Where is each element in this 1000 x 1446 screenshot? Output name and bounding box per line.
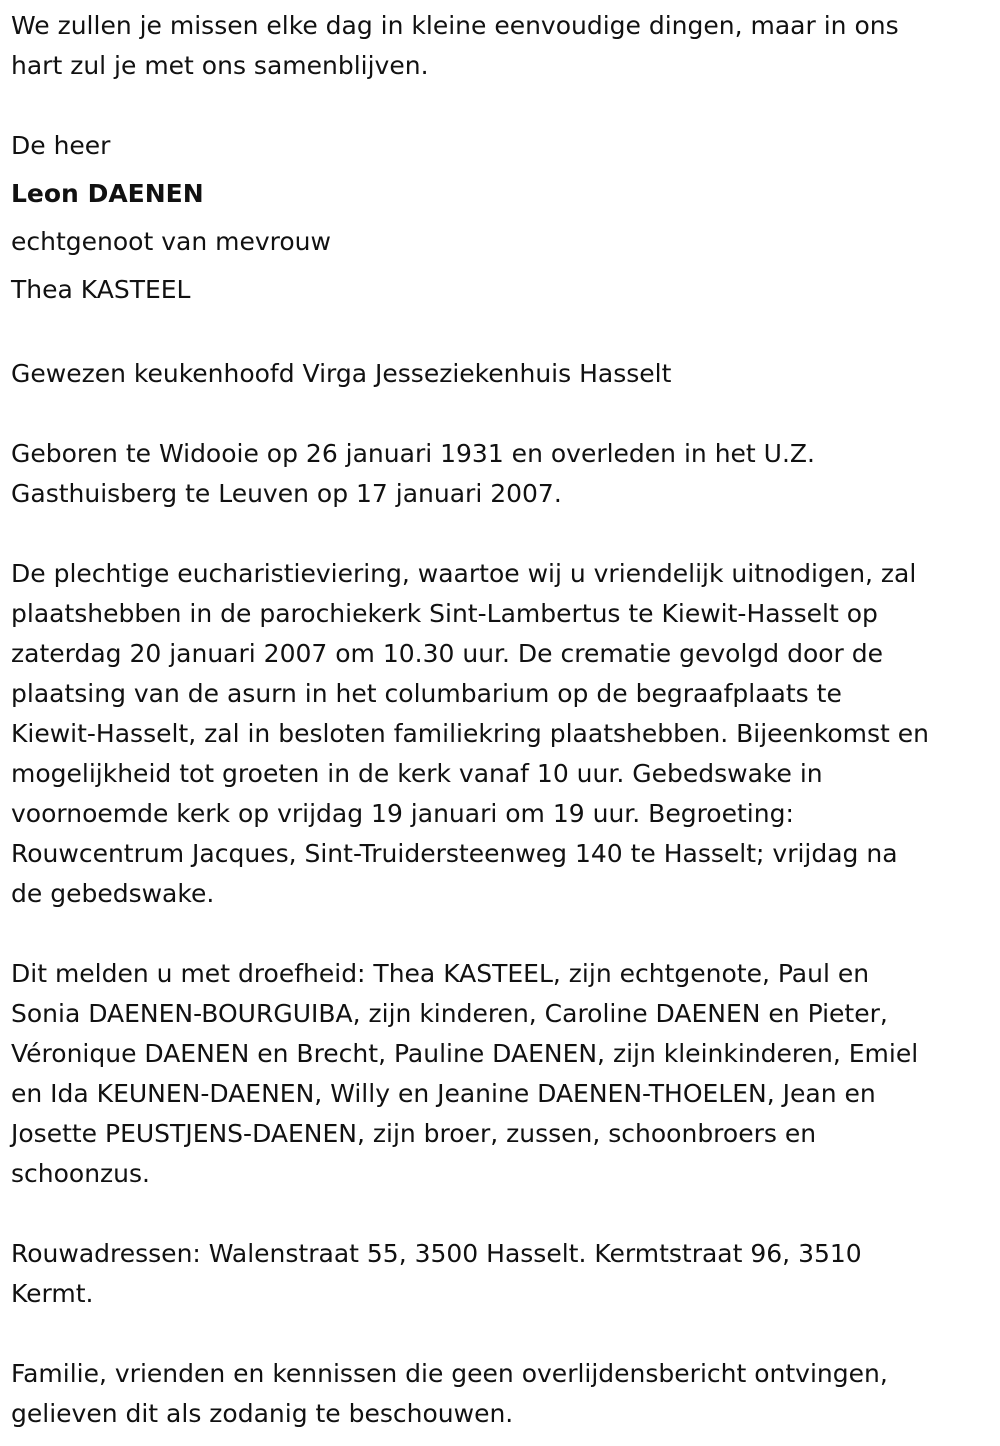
intro-line: hart zul je met ons samenblijven. xyxy=(11,51,429,80)
family-line: en Ida KEUNEN-DAENEN, Willy en Jeanine DAENEN-THOELEN, Jean en xyxy=(11,1079,876,1108)
ceremony-line: plaatshebben in de parochiekerk Sint-Lambertus te Kiewit-Hasselt op xyxy=(11,599,878,628)
occupation-line: Gewezen keukenhoofd Virga Jesseziekenhuis Hasselt xyxy=(11,359,672,388)
family-line: Sonia DAENEN-BOURGUIBA, zijn kinderen, Caroline DAENEN en Pieter, xyxy=(11,999,888,1028)
family-line: schoonzus. xyxy=(11,1159,150,1188)
salutation: De heer xyxy=(11,131,111,160)
family-line: Josette PEUSTJENS-DAENEN, zijn broer, zussen, schoonbroers en xyxy=(11,1119,817,1148)
ceremony-line: De plechtige eucharistieviering, waartoe wij u vriendelijk uitnodigen, zal xyxy=(11,559,917,588)
spacer xyxy=(11,314,1000,354)
spouse-relation: echtgenoot van mevrouw xyxy=(11,227,331,256)
ceremony-line: de gebedswake. xyxy=(11,879,215,908)
spacer xyxy=(11,394,1000,434)
ceremony-line: Rouwcentrum Jacques, Sint-Truidersteenweg 140 te Hasselt; vrijdag na xyxy=(11,839,898,868)
occupation xyxy=(11,354,991,394)
closing-paragraph xyxy=(11,1354,991,1434)
spacer xyxy=(11,86,1000,126)
family-line: Dit melden u met droefheid: Thea KASTEEL, zijn echtgenote, Paul en xyxy=(11,959,870,988)
deceased-block xyxy=(11,122,991,314)
spacer xyxy=(11,1314,1000,1354)
ceremony-line: zaterdag 20 januari 2007 om 10.30 uur. De crematie gevolgd door de xyxy=(11,639,884,668)
spouse-name: Thea KASTEEL xyxy=(11,275,191,304)
family-paragraph xyxy=(11,954,991,1194)
closing-line: gelieven dit als zodanig te beschouwen. xyxy=(11,1399,514,1428)
address-line: Kermt. xyxy=(11,1279,94,1308)
birth-death-line: Geboren te Widooie op 26 januari 1931 en overleden in het U.Z. xyxy=(11,439,816,468)
intro-quote xyxy=(11,6,991,86)
birth-death-paragraph xyxy=(11,434,991,514)
spacer xyxy=(11,514,1000,554)
address-paragraph xyxy=(11,1234,991,1314)
address-line: Rouwadressen: Walenstraat 55, 3500 Hasselt. Kermtstraat 96, 3510 xyxy=(11,1239,862,1268)
deceased-name: Leon DAENEN xyxy=(11,179,204,208)
closing-line: Familie, vrienden en kennissen die geen overlijdensbericht ontvingen, xyxy=(11,1359,888,1388)
birth-death-line: Gasthuisberg te Leuven op 17 januari 2007. xyxy=(11,479,562,508)
spacer xyxy=(11,914,1000,954)
ceremony-line: voornoemde kerk op vrijdag 19 januari om 19 uur. Begroeting: xyxy=(11,799,794,828)
ceremony-line: Kiewit-Hasselt, zal in besloten familiekring plaatshebben. Bijeenkomst en xyxy=(11,719,929,748)
intro-line: We zullen je missen elke dag in kleine eenvoudige dingen, maar in ons xyxy=(11,11,899,40)
ceremony-paragraph xyxy=(11,554,991,914)
ceremony-line: plaatsing van de asurn in het columbarium op de begraafplaats te xyxy=(11,679,842,708)
ceremony-line: mogelijkheid tot groeten in de kerk vanaf 10 uur. Gebedswake in xyxy=(11,759,823,788)
family-line: Véronique DAENEN en Brecht, Pauline DAENEN, zijn kleinkinderen, Emiel xyxy=(11,1039,919,1068)
spacer xyxy=(11,1194,1000,1234)
